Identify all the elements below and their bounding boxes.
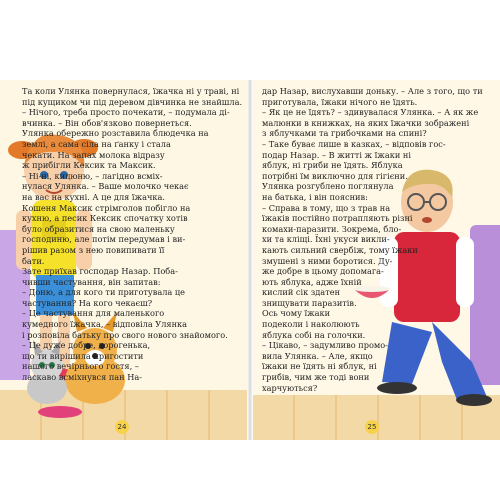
text-line: потрібні їм виключно для гігієни. — [262, 170, 408, 181]
text-line: їжаки не їдять ні яблук, ні — [262, 361, 377, 372]
text-line: кають сильний свербіж, тому їжаки — [262, 244, 418, 255]
text-line: чекати. На запах молока відразу — [22, 149, 165, 160]
text-line: вчинка. – Він обов'язково повернеться. — [22, 117, 192, 128]
text-line: ж прибігли Кексик та Максик. — [22, 160, 156, 171]
text-line: же добре в цьому допомага- — [262, 266, 384, 277]
text-line: грибів, чим же тоді вони — [262, 372, 370, 383]
text-line: Ось чому їжаки — [262, 308, 331, 319]
text-line: приготувала, їжаки нічого не їдять. — [262, 96, 418, 107]
text-line: з яблучками та грибочками на спині? — [262, 128, 427, 139]
text-line: бати. — [22, 255, 45, 266]
text-line: нашого вечірнього гостя, – — [22, 361, 139, 372]
text-line: вила Улянка. – Але, якщо — [262, 350, 373, 361]
text-line: – Це частування для маленького — [22, 308, 165, 319]
text-line: змушені з ними боротися. Ду- — [262, 255, 393, 266]
text-line: комахи-паразити. Зокрема, бло- — [262, 223, 402, 234]
text-line: дар Назар, вислухавши доньку. – Але з того, що ти — [262, 86, 483, 96]
text-line: на батька, і він пояснив: — [262, 191, 368, 202]
text-line: харчуються? — [262, 382, 318, 393]
text-line: знищувати паразитів. — [262, 297, 357, 308]
text-line: кумедного їжачка, – відповіла Улянка — [22, 319, 188, 330]
text-line: чивши частування, він запитав: — [22, 276, 161, 287]
text-line: – Справа в тому, що з трав на — [262, 202, 391, 213]
text-line: Улянка розгублено поглянула — [262, 181, 394, 192]
text-line: подар Назар. – В житті ж їжаки ні — [262, 149, 411, 160]
text-line: Кошеня Максик стрімголов побігло на — [22, 202, 191, 213]
text-line: ласкаво всміхнувся пан На- — [22, 372, 143, 383]
text-line: господиню, але потім передумав і ви- — [22, 234, 186, 245]
text-line: нулася Улянка. – Ваше молочко чекає — [22, 181, 189, 192]
text-line: було образитися на свою маленьку — [22, 223, 175, 234]
text-line: – Цікаво, – задумливо промо- — [262, 340, 388, 351]
text-line: яблука собі на голочки. — [262, 329, 366, 340]
text-line: малюнки в книжках, на яких їжачки зображені — [262, 117, 470, 128]
text-line: землі, а сама сіла на ґанку і стала — [22, 138, 171, 149]
text-line: їжаків постійно потрапляють різні — [262, 213, 413, 224]
text-line: подекoли і накoлюють — [262, 319, 360, 330]
text-line: – Таке буває лише в казках, – відповів гос- — [262, 138, 446, 149]
text-line: Улянка обережно розставила блюдечка на — [22, 128, 209, 139]
text-line: яблук, ні гриби не їдять. Яблука — [262, 160, 403, 171]
text-line: Та коли Улянка повернулася, їжачка ні у траві, ні — [22, 86, 240, 96]
text-line: ють яблука, адже їхній — [262, 276, 362, 287]
text-line: хи та кліщі. Їхні укуси викли- — [262, 234, 390, 245]
text-line: кислий сік здатен — [262, 287, 341, 298]
left-page-text — [22, 86, 244, 383]
page-number-right: 25 — [365, 420, 379, 434]
text-line: – Ні-ні, кицюню, – лагідно всміх- — [22, 170, 163, 181]
text-line: – Нічого, треба просто почекати, – подумала ді- — [22, 107, 230, 118]
text-line: – Це дуже добре, дорогенька, — [22, 340, 151, 351]
text-line: частування? На кого чекаєш? — [22, 297, 153, 308]
right-page-text — [262, 86, 494, 393]
text-line: кухню, а песик Кексик спочатку хотів — [22, 213, 188, 224]
text-line: на вас на кухні. А це для їжачка. — [22, 191, 165, 202]
text-line: що ти вирішила пригостити — [22, 350, 144, 361]
text-line: – Як це не їдять? – здивувалася Улянка. – А як же — [262, 107, 479, 118]
text-line: і розповіла батьку про свого нового знайомого. — [22, 329, 228, 340]
text-line: Зате приїхав господар Назар. Поба- — [22, 266, 178, 277]
text-line: – Доню, а для кого ти приготувала це — [22, 287, 186, 298]
text-line: рішив разом з нею повипивати її — [22, 244, 165, 255]
page-number-left: 24 — [115, 420, 129, 434]
book-gutter — [247, 80, 253, 440]
text-line: під кущиком чи під деревом дівчинка не знайшла. — [22, 96, 243, 107]
